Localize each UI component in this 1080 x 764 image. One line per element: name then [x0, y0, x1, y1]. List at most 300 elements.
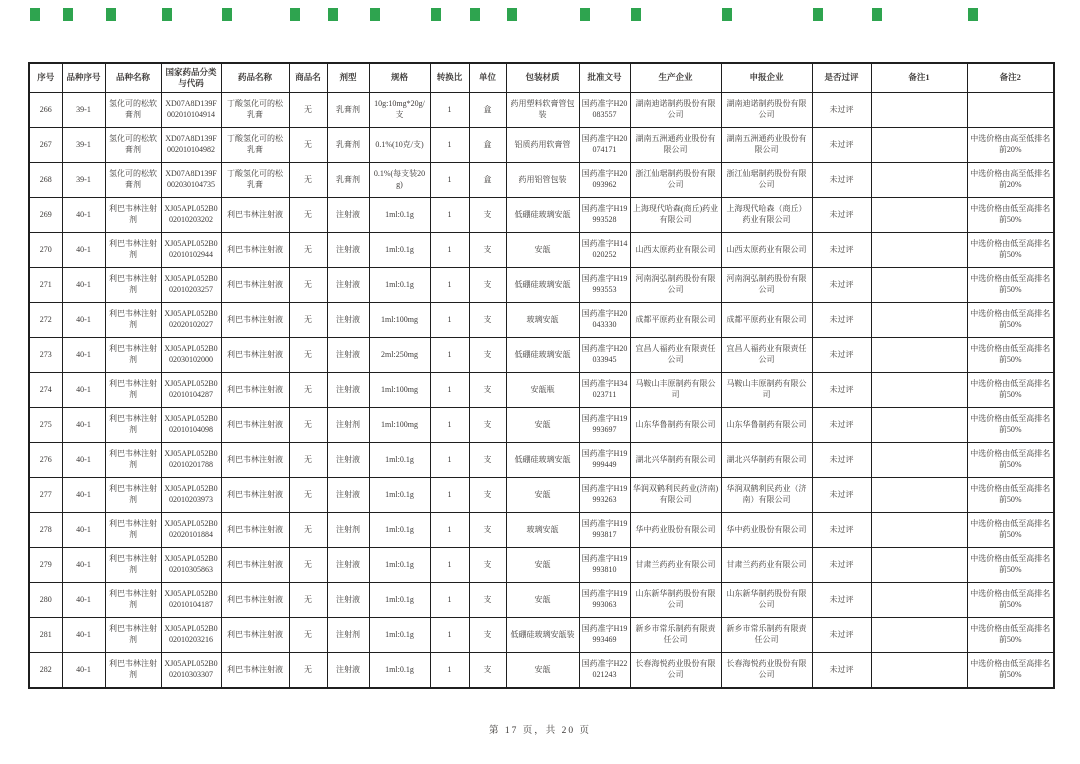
table-cell: 玻璃安瓿	[506, 513, 579, 548]
table-cell: 注射液	[327, 653, 369, 689]
table-cell: 未过评	[812, 408, 871, 443]
table-cell: 无	[289, 93, 327, 128]
table-cell: 281	[29, 618, 62, 653]
table-cell: 2ml:250mg	[369, 338, 430, 373]
table-cell: 安瓿	[506, 478, 579, 513]
table-cell: 注射剂	[327, 618, 369, 653]
table-cell: 山东新华制药股份有限公司	[721, 583, 812, 618]
table-cell: 272	[29, 303, 62, 338]
green-column-marker-icon	[370, 8, 380, 21]
table-cell: 支	[469, 548, 506, 583]
table-cell: XJ05APL052B002010201788	[161, 443, 221, 478]
table-cell: 玻璃安瓿	[506, 303, 579, 338]
table-cell: 注射液	[327, 303, 369, 338]
table-cell: 40-1	[62, 478, 105, 513]
table-cell	[871, 163, 967, 198]
table-cell: 274	[29, 373, 62, 408]
column-header: 品种名称	[105, 63, 161, 93]
table-cell: 未过评	[812, 198, 871, 233]
table-cell: 丁酸氢化可的松乳膏	[221, 163, 289, 198]
table-cell: 利巴韦林注射液	[221, 268, 289, 303]
table-row	[29, 548, 1054, 583]
table-cell: 1ml:0.1g	[369, 513, 430, 548]
green-column-marker-icon	[580, 8, 590, 21]
green-column-marker-icon	[290, 8, 300, 21]
table-cell: 中选价格由低至高排名前50%	[967, 338, 1054, 373]
column-header: 单位	[469, 63, 506, 93]
table-cell: 中选价格由低至高排名前50%	[967, 233, 1054, 268]
table-cell: 中选价格由低至高排名前50%	[967, 653, 1054, 689]
table-cell: 269	[29, 198, 62, 233]
table-cell: 华中药业股份有限公司	[721, 513, 812, 548]
table-cell: 273	[29, 338, 62, 373]
green-column-marker-icon	[431, 8, 441, 21]
table-cell	[871, 653, 967, 689]
table-cell: 未过评	[812, 653, 871, 689]
table-cell: 未过评	[812, 233, 871, 268]
table-cell	[871, 303, 967, 338]
table-cell: 40-1	[62, 408, 105, 443]
table-cell: 丁酸氢化可的松乳膏	[221, 93, 289, 128]
table-cell: 无	[289, 548, 327, 583]
table-cell: 40-1	[62, 513, 105, 548]
table-cell: 上海现代哈森(商丘)药业有限公司	[630, 198, 721, 233]
table-cell: 成都平原药业有限公司	[721, 303, 812, 338]
table-cell	[871, 618, 967, 653]
table-cell: 注射液	[327, 583, 369, 618]
table-cell: 279	[29, 548, 62, 583]
table-cell: 40-1	[62, 653, 105, 689]
table-cell: 利巴韦林注射剂	[105, 198, 161, 233]
table-cell: 未过评	[812, 128, 871, 163]
table-cell: 马鞍山丰原制药有限公司	[721, 373, 812, 408]
table-cell: 1	[430, 408, 469, 443]
green-column-marker-icon	[813, 8, 823, 21]
table-cell: 未过评	[812, 618, 871, 653]
table-cell: 0.1%(每支装20g)	[369, 163, 430, 198]
table-cell: 无	[289, 478, 327, 513]
column-header: 申报企业	[721, 63, 812, 93]
table-cell: 未过评	[812, 513, 871, 548]
table-cell: 安瓿	[506, 233, 579, 268]
table-cell: 无	[289, 303, 327, 338]
table-cell: 盒	[469, 93, 506, 128]
table-cell: 支	[469, 338, 506, 373]
column-header: 商品名	[289, 63, 327, 93]
table-cell: 国药准字H34023711	[579, 373, 630, 408]
table-cell: 无	[289, 583, 327, 618]
header-row	[29, 63, 1054, 93]
table-cell	[871, 513, 967, 548]
table-cell: 华润双鹤利民药业（济南）有限公司	[721, 478, 812, 513]
table-cell: 1ml:0.1g	[369, 653, 430, 689]
table-cell: 湖南五洲通药业股份有限公司	[630, 128, 721, 163]
table-cell: 中选价格由低至高排名前50%	[967, 618, 1054, 653]
table-cell: 国药准字H20083557	[579, 93, 630, 128]
table-cell: 新乡市常乐制药有限责任公司	[630, 618, 721, 653]
table-cell	[871, 198, 967, 233]
table-cell: 丁酸氢化可的松乳膏	[221, 128, 289, 163]
column-header: 药品名称	[221, 63, 289, 93]
table-cell: 中选价格由低至高排名前50%	[967, 478, 1054, 513]
table-cell: 利巴韦林注射液	[221, 653, 289, 689]
table-row	[29, 128, 1054, 163]
table-cell: 未过评	[812, 583, 871, 618]
table-row	[29, 478, 1054, 513]
table-cell: 无	[289, 128, 327, 163]
table-cell: 湖南迪诺制药股份有限公司	[721, 93, 812, 128]
table-cell: 中选价格由低至高排名前50%	[967, 408, 1054, 443]
table-cell	[871, 373, 967, 408]
table-cell: 1	[430, 373, 469, 408]
table-cell: 长春海悦药业股份有限公司	[721, 653, 812, 689]
table-cell: 国药准字H19993697	[579, 408, 630, 443]
table-cell: 1	[430, 338, 469, 373]
table-cell: XJ05APL052B002020101884	[161, 513, 221, 548]
green-column-marker-icon	[328, 8, 338, 21]
table-cell: 无	[289, 268, 327, 303]
table-cell: 支	[469, 373, 506, 408]
table-cell: 国药准字H19993553	[579, 268, 630, 303]
table-cell: 宜昌人福药业有限责任公司	[630, 338, 721, 373]
table-cell: XD07A8D139F002030104735	[161, 163, 221, 198]
table-cell: 无	[289, 338, 327, 373]
green-column-marker-icon	[106, 8, 116, 21]
table-cell	[871, 128, 967, 163]
green-column-marker-icon	[30, 8, 40, 21]
table-cell: 氢化可的松软膏剂	[105, 163, 161, 198]
table-cell: 支	[469, 198, 506, 233]
table-row	[29, 163, 1054, 198]
table-cell: 支	[469, 408, 506, 443]
table-cell: XJ05APL052B002010104187	[161, 583, 221, 618]
table-cell: 利巴韦林注射剂	[105, 268, 161, 303]
table-cell: 1	[430, 548, 469, 583]
table-cell: 中选价格由高至低排名前20%	[967, 163, 1054, 198]
table-cell: 注射液	[327, 233, 369, 268]
table-cell: 甘肃兰药药业有限公司	[630, 548, 721, 583]
table-cell: 湖南迪诺制药股份有限公司	[630, 93, 721, 128]
table-cell: 支	[469, 303, 506, 338]
table-cell: 40-1	[62, 583, 105, 618]
table-cell: 湖南五洲通药业股份有限公司	[721, 128, 812, 163]
table-cell: 支	[469, 233, 506, 268]
table-cell: 1	[430, 198, 469, 233]
table-cell: 利巴韦林注射剂	[105, 548, 161, 583]
table-cell: 利巴韦林注射剂	[105, 653, 161, 689]
table-cell: 利巴韦林注射剂	[105, 303, 161, 338]
column-header: 转换比	[430, 63, 469, 93]
table-cell: 1ml:0.1g	[369, 268, 430, 303]
table-cell: 国药准字H19993528	[579, 198, 630, 233]
table-cell: 277	[29, 478, 62, 513]
table-cell: 未过评	[812, 163, 871, 198]
table-cell: XJ05APL052B002020102027	[161, 303, 221, 338]
table-cell: 未过评	[812, 303, 871, 338]
table-body	[29, 93, 1054, 689]
table-cell: 支	[469, 268, 506, 303]
table-cell: 1	[430, 653, 469, 689]
table-cell	[871, 233, 967, 268]
table-cell: 山西太原药业有限公司	[721, 233, 812, 268]
green-column-marker-icon	[631, 8, 641, 21]
table-cell: 山东华鲁制药有限公司	[721, 408, 812, 443]
table-cell: 利巴韦林注射液	[221, 373, 289, 408]
table-cell: 氢化可的松软膏剂	[105, 128, 161, 163]
table-cell: 注射剂	[327, 408, 369, 443]
table-cell: 1ml:0.1g	[369, 233, 430, 268]
table-cell: 1	[430, 268, 469, 303]
table-cell: 注射液	[327, 443, 369, 478]
table-cell: 中选价格由高至低排名前20%	[967, 128, 1054, 163]
table-row	[29, 233, 1054, 268]
table-cell: 湖北兴华制药有限公司	[630, 443, 721, 478]
table-cell: 利巴韦林注射剂	[105, 338, 161, 373]
green-column-marker-icon	[63, 8, 73, 21]
table-cell: XD07A8D139F002010104914	[161, 93, 221, 128]
table-cell: 国药准字H19993817	[579, 513, 630, 548]
table-cell: 国药准字H20043330	[579, 303, 630, 338]
table-cell: 40-1	[62, 618, 105, 653]
table-cell: 安瓿瓶	[506, 373, 579, 408]
table-cell	[871, 443, 967, 478]
table-cell: 低硼硅玻璃安瓿	[506, 443, 579, 478]
table-cell: 1ml:0.1g	[369, 443, 430, 478]
table-cell: 注射液	[327, 198, 369, 233]
table-cell: 40-1	[62, 233, 105, 268]
table-cell: 276	[29, 443, 62, 478]
column-header: 备注2	[967, 63, 1054, 93]
table-cell: 低硼硅玻璃安瓿	[506, 198, 579, 233]
table-cell: 注射液	[327, 373, 369, 408]
table-cell: 利巴韦林注射液	[221, 443, 289, 478]
table-cell: 无	[289, 618, 327, 653]
column-header: 批准文号	[579, 63, 630, 93]
table-cell: 利巴韦林注射剂	[105, 478, 161, 513]
table-cell: 无	[289, 408, 327, 443]
table-row	[29, 653, 1054, 689]
column-header: 生产企业	[630, 63, 721, 93]
table-cell: 国药准字H22021243	[579, 653, 630, 689]
table-cell: 支	[469, 618, 506, 653]
table-cell: 支	[469, 653, 506, 689]
table-cell: 1ml:0.1g	[369, 583, 430, 618]
table-cell: 1	[430, 583, 469, 618]
table-cell: 中选价格由低至高排名前50%	[967, 198, 1054, 233]
table-cell: 药用铝管包装	[506, 163, 579, 198]
table-cell: 无	[289, 373, 327, 408]
table-cell: 低硼硅玻璃安瓿	[506, 268, 579, 303]
table-cell: 275	[29, 408, 62, 443]
table-row	[29, 443, 1054, 478]
table-cell: 低硼硅玻璃安瓿装	[506, 618, 579, 653]
table-cell: XJ05APL052B002010305863	[161, 548, 221, 583]
green-column-marker-icon	[968, 8, 978, 21]
table-cell: 盒	[469, 128, 506, 163]
table-cell: 39-1	[62, 163, 105, 198]
table-cell: 支	[469, 478, 506, 513]
table-cell: 10g:10mg*20g/支	[369, 93, 430, 128]
table-cell: 1	[430, 163, 469, 198]
table-cell: 利巴韦林注射液	[221, 548, 289, 583]
table-cell: 国药准字H19993263	[579, 478, 630, 513]
table-cell: 注射剂	[327, 513, 369, 548]
table-cell: 无	[289, 198, 327, 233]
table-cell: 280	[29, 583, 62, 618]
column-header: 规格	[369, 63, 430, 93]
table-cell: 未过评	[812, 548, 871, 583]
table-cell: 乳膏剂	[327, 163, 369, 198]
table-cell: 安瓿	[506, 653, 579, 689]
table-cell: 267	[29, 128, 62, 163]
table-cell: 宜昌人福药业有限责任公司	[721, 338, 812, 373]
table-cell: 利巴韦林注射剂	[105, 408, 161, 443]
table-cell: XD07A8D139F002010104982	[161, 128, 221, 163]
table-cell: 利巴韦林注射液	[221, 513, 289, 548]
table-cell: 1	[430, 478, 469, 513]
table-cell: XJ05APL052B002030102000	[161, 338, 221, 373]
table-cell	[871, 338, 967, 373]
table-cell: 1	[430, 443, 469, 478]
table-cell: 国药准字H19993063	[579, 583, 630, 618]
table-cell	[871, 408, 967, 443]
table-cell: 浙江仙琚制药股份有限公司	[721, 163, 812, 198]
table-cell: 1	[430, 618, 469, 653]
table-row	[29, 373, 1054, 408]
table-cell: 中选价格由低至高排名前50%	[967, 443, 1054, 478]
table-cell	[967, 93, 1054, 128]
table-cell: 39-1	[62, 128, 105, 163]
table-cell: 注射液	[327, 478, 369, 513]
table-cell: 40-1	[62, 548, 105, 583]
table-row	[29, 93, 1054, 128]
table-cell: 安瓿	[506, 408, 579, 443]
table-cell: 1ml:0.1g	[369, 548, 430, 583]
table-cell: 马鞍山丰原制药有限公司	[630, 373, 721, 408]
table-row	[29, 198, 1054, 233]
table-cell: 40-1	[62, 373, 105, 408]
green-column-marker-icon	[722, 8, 732, 21]
table-cell: 注射液	[327, 338, 369, 373]
drug-table	[28, 62, 1055, 689]
table-cell: 1	[430, 233, 469, 268]
table-cell: 国药准字H19993469	[579, 618, 630, 653]
table-cell: 利巴韦林注射剂	[105, 513, 161, 548]
table-cell: 中选价格由低至高排名前50%	[967, 583, 1054, 618]
table-cell: 河南润弘制药股份有限公司	[721, 268, 812, 303]
table-cell: 无	[289, 653, 327, 689]
table-cell: 支	[469, 583, 506, 618]
table-cell	[871, 268, 967, 303]
table-cell: 39-1	[62, 93, 105, 128]
table-cell: 国药准字H20074171	[579, 128, 630, 163]
table-cell: 利巴韦林注射剂	[105, 618, 161, 653]
table-cell: 浙江仙琚制药股份有限公司	[630, 163, 721, 198]
table-cell: 利巴韦林注射液	[221, 478, 289, 513]
table-cell	[871, 478, 967, 513]
table-cell: 利巴韦林注射液	[221, 583, 289, 618]
table-cell: 未过评	[812, 373, 871, 408]
table-cell: 上海现代哈森（商丘）药业有限公司	[721, 198, 812, 233]
table-cell: 1ml:100mg	[369, 408, 430, 443]
table-cell: XJ05APL052B002010203202	[161, 198, 221, 233]
table-cell: 支	[469, 443, 506, 478]
table-cell: 国药准字H19993810	[579, 548, 630, 583]
table-row	[29, 513, 1054, 548]
table-cell: 华中药业股份有限公司	[630, 513, 721, 548]
table-cell: 氢化可的松软膏剂	[105, 93, 161, 128]
table-cell: 山东新华制药股份有限公司	[630, 583, 721, 618]
table-cell: 1ml:100mg	[369, 303, 430, 338]
table-cell: 药用塑料软膏管包装	[506, 93, 579, 128]
table-cell: 无	[289, 233, 327, 268]
table-row	[29, 618, 1054, 653]
table-cell: 1ml:0.1g	[369, 478, 430, 513]
table-cell: 安瓿	[506, 548, 579, 583]
table-cell: 注射液	[327, 548, 369, 583]
table-cell: XJ05APL052B002010203216	[161, 618, 221, 653]
table-cell: 278	[29, 513, 62, 548]
table-cell: 利巴韦林注射剂	[105, 373, 161, 408]
table-cell: XJ05APL052B002010104098	[161, 408, 221, 443]
table-cell: 中选价格由低至高排名前50%	[967, 303, 1054, 338]
table-cell: 利巴韦林注射液	[221, 303, 289, 338]
table-cell: 271	[29, 268, 62, 303]
green-column-marker-icon	[162, 8, 172, 21]
table-cell: 1	[430, 303, 469, 338]
table-cell: 国药准字H19999449	[579, 443, 630, 478]
column-header: 序号	[29, 63, 62, 93]
table-cell: 1ml:0.1g	[369, 618, 430, 653]
table-cell: 甘肃兰药药业有限公司	[721, 548, 812, 583]
table-cell: 无	[289, 513, 327, 548]
table-cell: 40-1	[62, 443, 105, 478]
table-cell: 未过评	[812, 478, 871, 513]
green-column-marker-icon	[507, 8, 517, 21]
table-row	[29, 583, 1054, 618]
table-cell: 未过评	[812, 443, 871, 478]
table-cell: 山东华鲁制药有限公司	[630, 408, 721, 443]
table-cell: 山西太原药业有限公司	[630, 233, 721, 268]
table-cell: 支	[469, 513, 506, 548]
table-cell: 乳膏剂	[327, 93, 369, 128]
table-cell: 未过评	[812, 268, 871, 303]
table-cell: 利巴韦林注射液	[221, 408, 289, 443]
table-row	[29, 338, 1054, 373]
table-cell	[871, 548, 967, 583]
table-cell: 1ml:0.1g	[369, 198, 430, 233]
table-cell: XJ05APL052B002010203973	[161, 478, 221, 513]
table-cell: 新乡市常乐制药有限责任公司	[721, 618, 812, 653]
table-cell: 成都平原药业有限公司	[630, 303, 721, 338]
table-cell: 湖北兴华制药有限公司	[721, 443, 812, 478]
table-head	[29, 63, 1054, 93]
table-cell: 乳膏剂	[327, 128, 369, 163]
table-cell: 利巴韦林注射剂	[105, 443, 161, 478]
table-cell: 266	[29, 93, 62, 128]
table-cell: 282	[29, 653, 62, 689]
table-cell: 未过评	[812, 338, 871, 373]
column-header: 剂型	[327, 63, 369, 93]
table-cell: 40-1	[62, 338, 105, 373]
page-number: 第 17 页，共 20 页	[488, 726, 591, 736]
column-header: 备注1	[871, 63, 967, 93]
table-row	[29, 303, 1054, 338]
table-cell: 中选价格由低至高排名前50%	[967, 513, 1054, 548]
table-cell: 无	[289, 443, 327, 478]
table-cell: XJ05APL052B002010303307	[161, 653, 221, 689]
table-row	[29, 408, 1054, 443]
